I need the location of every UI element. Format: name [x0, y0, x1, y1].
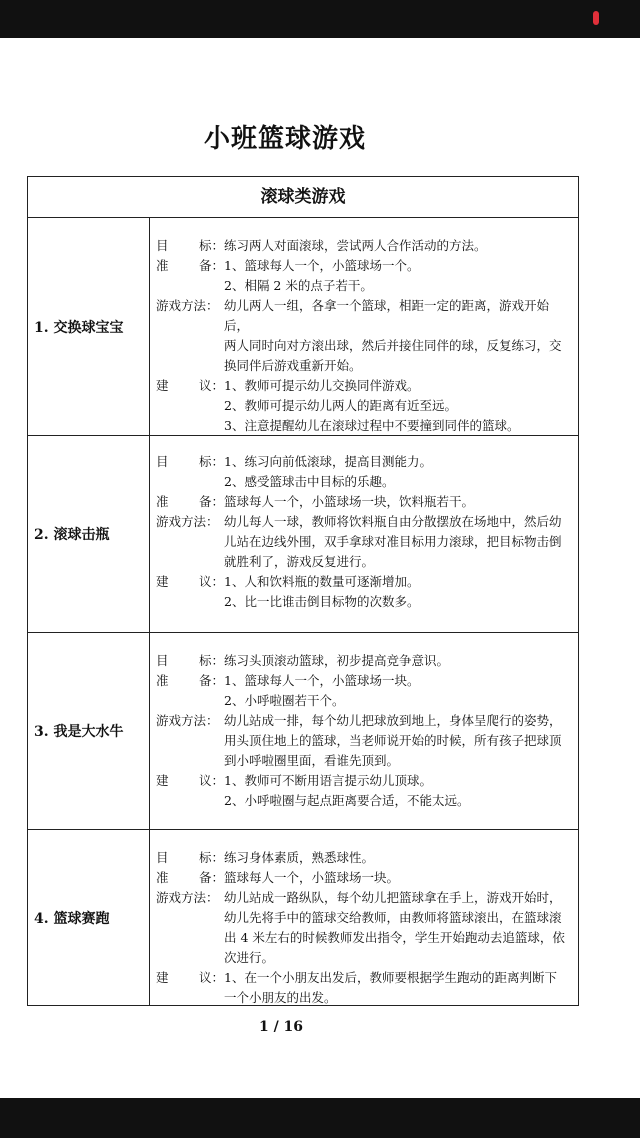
method-text: 次进行。 — [224, 950, 275, 965]
method-text: 换同伴后游戏重新开始。 — [224, 358, 362, 373]
method-text: 就胜利了，游戏反复进行。 — [224, 554, 375, 569]
prep-label: 准 备： — [156, 494, 224, 509]
game-name: 1. 交换球宝宝 — [28, 218, 150, 435]
goal-text: 练习头顶滚动篮球，初步提高竞争意识。 — [224, 653, 450, 668]
game-details — [150, 436, 578, 632]
method-text: 儿站在边线外围，双手拿球对准目标用力滚球，把目标物击倒 — [224, 534, 562, 549]
prep-text: 篮球每人一个，小篮球场一块，饮料瓶若干。 — [224, 494, 475, 509]
suggest-label: 建 议： — [156, 970, 224, 985]
suggest-text: 1、教师可提示幼儿交换同伴游戏。 — [224, 378, 420, 393]
goal-text: 2、感受篮球击中目标的乐趣。 — [224, 474, 395, 489]
method-text: 幼儿站成一排，每个幼儿把球放到地上，身体呈爬行的姿势， — [224, 713, 562, 728]
method-label: 游戏方法： — [156, 713, 219, 728]
game-table — [27, 176, 579, 1006]
game-row — [28, 829, 578, 1005]
method-text: 幼儿两人一组，各拿一个篮球，相距一定的距离，游戏开始后， — [224, 298, 550, 333]
document-title: 小班篮球游戏 — [203, 124, 366, 154]
method-label: 游戏方法： — [156, 514, 219, 529]
game-details — [150, 830, 578, 1005]
prep-text: 2、相隔 2 米的点子若干。 — [224, 278, 373, 293]
status-bar — [0, 0, 640, 38]
suggest-label: 建 议： — [156, 378, 224, 393]
page-indicator: 1 / 16 — [258, 1019, 304, 1035]
suggest-text: 2、小呼啦圈与起点距离要合适，不能太远。 — [224, 793, 470, 808]
prep-text: 篮球每人一个，小篮球场一块。 — [224, 870, 400, 885]
goal-label: 目 标： — [156, 238, 224, 253]
prep-text: 2、小呼啦圈若干个。 — [224, 693, 345, 708]
goal-label: 目 标： — [156, 850, 224, 865]
game-row — [28, 632, 578, 829]
goal-text: 练习两人对面滚球，尝试两人合作活动的方法。 — [224, 238, 487, 253]
suggest-text: 1、教师可不断用语言提示幼儿顶球。 — [224, 773, 432, 788]
game-row — [28, 435, 578, 632]
game-name: 4. 篮球赛跑 — [28, 830, 150, 1005]
game-row — [28, 218, 578, 435]
suggest-text: 一个小朋友的出发。 — [224, 990, 337, 1005]
goal-text: 1、练习向前低滚球，提高目测能力。 — [224, 454, 432, 469]
game-name: 3. 我是大水牛 — [28, 633, 150, 829]
prep-label: 准 备： — [156, 870, 224, 885]
game-name: 2. 滚球击瓶 — [28, 436, 150, 632]
prep-text: 1、篮球每人一个，小篮球场一个。 — [224, 258, 420, 273]
suggest-text: 1、在一个小朋友出发后，教师要根据学生跑动的距离判断下 — [224, 970, 557, 985]
suggest-text: 1、人和饮料瓶的数量可逐渐增加。 — [224, 574, 420, 589]
recording-indicator-icon — [593, 11, 599, 25]
section-title: 滚球类游戏 — [28, 177, 578, 218]
prep-label: 准 备： — [156, 258, 224, 273]
method-text: 出 4 米左右的时候教师发出指令，学生开始跑动去追篮球，依 — [224, 930, 565, 945]
suggest-text: 3、注意提醒幼儿在滚球过程中不要撞到同伴的篮球。 — [224, 418, 520, 433]
suggest-text: 2、教师可提示幼儿两人的距离有近至远。 — [224, 398, 457, 413]
navigation-bar — [0, 1098, 640, 1138]
suggest-text: 2、比一比谁击倒目标物的次数多。 — [224, 594, 420, 609]
method-text: 幼儿先将手中的篮球交给教师，由教师将篮球滚出，在篮球滚 — [224, 910, 562, 925]
game-details — [150, 218, 578, 435]
method-text: 用头顶住地上的篮球，当老师说开始的时候，所有孩子把球顶 — [224, 733, 562, 748]
prep-label: 准 备： — [156, 673, 224, 688]
method-text: 幼儿站成一路纵队，每个幼儿把篮球拿在手上，游戏开始时， — [224, 890, 562, 905]
method-label: 游戏方法： — [156, 298, 219, 313]
suggest-label: 建 议： — [156, 574, 224, 589]
goal-label: 目 标： — [156, 653, 224, 668]
prep-text: 1、篮球每人一个，小篮球场一块。 — [224, 673, 420, 688]
method-text: 两人同时向对方滚出球，然后并接住同伴的球，反复练习，交 — [224, 338, 562, 353]
goal-label: 目 标： — [156, 454, 224, 469]
method-text: 幼儿每人一球，教师将饮料瓶自由分散摆放在场地中，然后幼 — [224, 514, 562, 529]
game-details — [150, 633, 578, 829]
goal-text: 练习身体素质，熟悉球性。 — [224, 850, 375, 865]
method-text: 到小呼啦圈里面，看谁先顶到。 — [224, 753, 400, 768]
method-label: 游戏方法： — [156, 890, 219, 905]
suggest-label: 建 议： — [156, 773, 224, 788]
